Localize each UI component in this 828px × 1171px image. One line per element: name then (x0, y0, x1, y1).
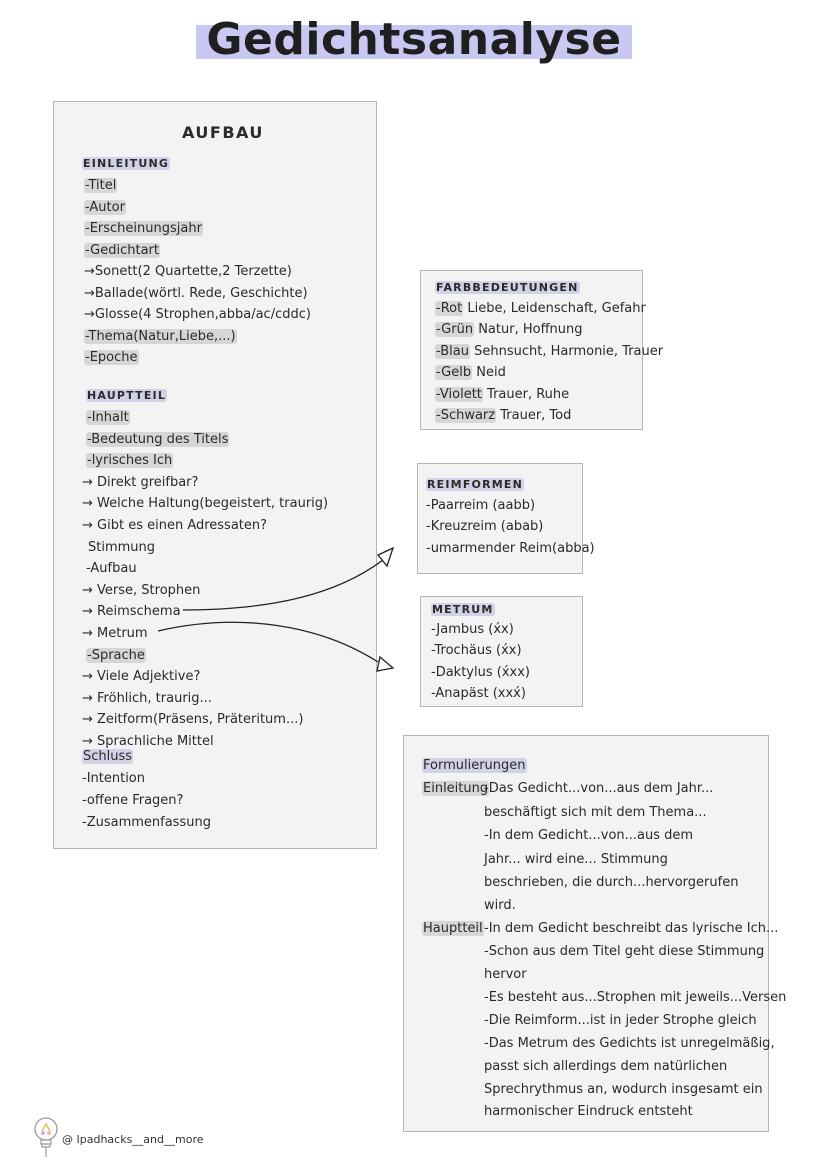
formulierung-line: Jahr... wird eine... Stimmung (484, 852, 668, 867)
formulierung-line: -Schon aus dem Titel geht diese Stimmung (484, 944, 765, 959)
metrum-heading: METRUM (432, 603, 494, 616)
schluss-item: -offene Fragen? (82, 793, 184, 808)
formulierung-line: -Das Metrum des Gedichts ist unregelmäßig, (484, 1036, 775, 1051)
formulierung-line: -Die Reimform...ist in jeder Strophe gleich (484, 1013, 757, 1028)
reimschema-arrow (183, 556, 388, 610)
formulierung-line: -In dem Gedicht...von...aus dem (484, 828, 694, 843)
schluss-item: -Intention (82, 771, 146, 786)
reimform-row: -Paarreim (aabb) (426, 498, 536, 513)
formulierungen-heading: Formulierungen (423, 758, 526, 773)
formulierung-line: harmonischer Eindruck entsteht (484, 1104, 693, 1119)
hauptteil-item: → Welche Haltung(begeistert, traurig) (82, 496, 329, 511)
formulierung-line: -In dem Gedicht beschreibt das lyrische Ich... (484, 921, 779, 936)
formulierung-line: -Es besteht aus...Strophen mit jeweils...Versen (484, 990, 787, 1005)
hauptteil-item: → Fröhlich, traurig... (82, 691, 212, 706)
einleitung-item: →Glosse(4 Strophen,abba/ac/cddc) (84, 307, 311, 322)
farbe-row: -Violett Trauer, Ruhe (436, 387, 570, 402)
farbe-row: -Grün Natur, Hoffnung (436, 322, 583, 337)
formulierung-line: beschäftigt sich mit dem Thema... (484, 805, 707, 820)
einleitung-item: →Sonett(2 Quartette,2 Terzette) (84, 264, 292, 279)
metrum-row: -Daktylus (x́xx) (431, 665, 530, 680)
farbe-row: -Schwarz Trauer, Tod (436, 408, 572, 423)
hauptteil-item: → Gibt es einen Adressaten? (82, 518, 268, 533)
einleitung-item: -Epoche (85, 350, 138, 365)
farbe-row: -Rot Liebe, Leidenschaft, Gefahr (436, 301, 646, 316)
einleitung-item: -Gedichtart (85, 243, 159, 258)
formulierungen-label-einleitung: Einleitung (423, 781, 489, 796)
hauptteil-heading: HAUPTTEIL (87, 389, 167, 402)
einleitung-heading: EINLEITUNG (83, 157, 170, 170)
formulierung-line: wird. (484, 898, 516, 913)
footer-credit: @ Ipadhacks__and__more (62, 1133, 204, 1146)
metrum-arrow (158, 622, 378, 662)
hauptteil-item: -Aufbau (86, 561, 137, 576)
reimform-row: -umarmender Reim(abba) (426, 541, 595, 556)
reimform-row: -Kreuzreim (abab) (426, 519, 544, 534)
schluss-heading: Schluss (83, 749, 133, 764)
hauptteil-item: Stimmung (88, 540, 156, 555)
hauptteil-item: -Inhalt (87, 410, 129, 425)
hauptteil-item: -Bedeutung des Titels (87, 432, 229, 447)
hauptteil-item: → Viele Adjektive? (82, 669, 201, 684)
formulierung-line: passt sich allerdings dem natürlichen (484, 1059, 728, 1074)
hauptteil-item: -lyrisches Ich (87, 453, 173, 468)
reimformen-heading: REIMFORMEN (427, 478, 524, 491)
hauptteil-item: → Zeitform(Präsens, Präteritum...) (82, 712, 304, 727)
einleitung-item: -Erscheinungsjahr (85, 221, 202, 236)
einleitung-item: -Autor (85, 200, 125, 215)
hauptteil-item: → Metrum (82, 626, 148, 641)
einleitung-item: -Titel (85, 178, 117, 193)
metrum-row: -Jambus (x́x) (431, 622, 514, 637)
hauptteil-item: -Sprache (87, 648, 145, 663)
farbe-row: -Blau Sehnsucht, Harmonie, Trauer (436, 344, 664, 359)
page-title: Gedichtsanalyse (0, 14, 828, 65)
einleitung-item: -Thema(Natur,Liebe,...) (85, 329, 236, 344)
farbbedeutungen-heading: FARBBEDEUTUNGEN (436, 281, 579, 294)
lightbulb-icon (33, 1115, 59, 1159)
einleitung-item: →Ballade(wörtl. Rede, Geschichte) (84, 286, 308, 301)
hauptteil-item: → Reimschema (82, 604, 181, 619)
formulierung-line: hervor (484, 967, 527, 982)
formulierung-line: Sprechrythmus an, wodurch insgesamt ein (484, 1082, 763, 1097)
metrum-row: -Trochäus (x́x) (431, 643, 522, 658)
metrum-row: -Anapäst (xxx́) (431, 686, 526, 701)
formulierung-line: -Das Gedicht...von...aus dem Jahr... (484, 781, 714, 796)
hauptteil-item: → Direkt greifbar? (82, 475, 199, 490)
reimschema-arrowhead (378, 548, 393, 566)
formulierung-line: beschrieben, die durch...hervorgerufen (484, 875, 739, 890)
metrum-arrowhead (377, 657, 393, 671)
farbe-row: -Gelb Neid (436, 365, 506, 380)
hauptteil-item: → Verse, Strophen (82, 583, 201, 598)
schluss-item: -Zusammenfassung (82, 815, 211, 830)
hauptteil-item: → Sprachliche Mittel (82, 734, 214, 749)
aufbau-title: AUFBAU (182, 123, 264, 142)
formulierungen-label-hauptteil: Hauptteil (423, 921, 483, 936)
